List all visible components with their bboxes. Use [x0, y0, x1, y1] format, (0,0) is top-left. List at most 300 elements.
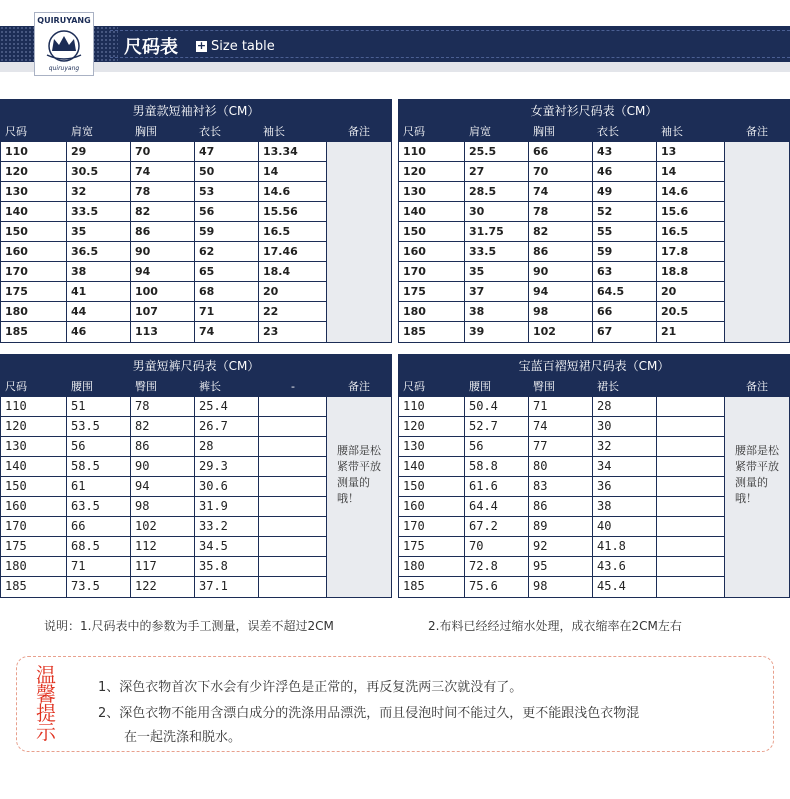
tip-item-1: 1、深色衣物首次下水会有少许浮色是正常的，再反复洗两三次就没有了。	[98, 680, 523, 695]
table-cell: 34.5	[195, 537, 259, 556]
table-cell: 130	[399, 182, 465, 201]
table-cell: 185	[1, 577, 67, 597]
table-row	[399, 497, 725, 517]
table-cell: 64.5	[593, 282, 657, 301]
table-cell: 51	[67, 397, 131, 416]
table-cell: 40	[593, 517, 657, 536]
table-cell	[657, 577, 725, 597]
table-cell: 78	[529, 202, 593, 221]
table-cell: 74	[529, 182, 593, 201]
page-header	[0, 0, 790, 80]
table-cell: 86	[131, 222, 195, 241]
table-row	[1, 322, 327, 342]
table-cell: 35	[465, 262, 529, 281]
table-cell: 25.4	[195, 397, 259, 416]
table-cell: 35	[67, 222, 131, 241]
table-body	[399, 142, 789, 342]
table-cell: 68.5	[67, 537, 131, 556]
table-title: 男童款短袖衬衫（CM）	[1, 100, 391, 122]
table-row	[1, 242, 327, 262]
table-cell	[657, 557, 725, 576]
table-cell: 30.6	[195, 477, 259, 496]
table-cell: 35.8	[195, 557, 259, 576]
header-cell	[657, 377, 725, 397]
table-cell: 130	[1, 437, 67, 456]
table-cell: 56	[465, 437, 529, 456]
table-cell: 53	[195, 182, 259, 201]
table-cell: 63	[593, 262, 657, 281]
header-cell: 肩宽	[469, 125, 491, 138]
tip-item-2-cont: 在一起洗涤和脱水。	[124, 730, 242, 745]
table-cell: 74	[529, 417, 593, 436]
table-header-row	[399, 122, 789, 142]
table-cell: 140	[399, 457, 465, 476]
table-row	[1, 477, 327, 497]
table-cell: 26.7	[195, 417, 259, 436]
table-cell: 185	[399, 322, 465, 342]
table-row	[399, 557, 725, 577]
table-cell: 37.1	[195, 577, 259, 597]
table-cell: 175	[1, 282, 67, 301]
table-cell: 94	[529, 282, 593, 301]
table-cell: 39	[465, 322, 529, 342]
table-cell: 73.5	[67, 577, 131, 597]
table-cell: 14	[657, 162, 725, 181]
table-body	[1, 397, 391, 597]
logo-text: QUIRUYANG	[37, 16, 91, 25]
table-row	[399, 477, 725, 497]
table-cell: 120	[399, 417, 465, 436]
table-cell: 14.6	[657, 182, 725, 201]
table-row	[1, 302, 327, 322]
table-cell	[259, 537, 327, 556]
header-cell: 备注	[746, 125, 768, 138]
table-cell: 66	[529, 142, 593, 161]
table-cell: 80	[529, 457, 593, 476]
header-cell: 衣长	[597, 125, 619, 138]
table-cell: 89	[529, 517, 593, 536]
table-cell: 110	[399, 142, 465, 161]
table-row	[399, 162, 725, 182]
table-cell: 52.7	[465, 417, 529, 436]
table-cell: 175	[399, 537, 465, 556]
table-cell: 53.5	[67, 417, 131, 436]
table-row	[399, 182, 725, 202]
table-cell: 16.5	[259, 222, 327, 241]
note-cell: 腰部是松紧带平放测量的哦！	[327, 397, 391, 597]
table-cell: 113	[131, 322, 195, 342]
table-header-row	[1, 122, 391, 142]
table-cell	[657, 457, 725, 476]
table-title: 男童短裤尺码表（CM）	[1, 355, 391, 377]
table-cell: 30	[465, 202, 529, 221]
table-cell: 22	[259, 302, 327, 321]
header-cell: 袖长	[263, 125, 285, 138]
table-row	[1, 417, 327, 437]
header-cell: 胸围	[135, 125, 157, 138]
table-cell: 71	[195, 302, 259, 321]
table-cell: 20.5	[657, 302, 725, 321]
header-cell: 备注	[746, 380, 768, 393]
table-cell: 34	[593, 457, 657, 476]
table-cell: 45.4	[593, 577, 657, 597]
header-gray-strip	[0, 62, 790, 72]
table-cell: 23	[259, 322, 327, 342]
table-cell: 78	[131, 182, 195, 201]
table-cell: 175	[399, 282, 465, 301]
table-row	[399, 202, 725, 222]
header-cell: 备注	[348, 125, 370, 138]
table-cell: 160	[1, 497, 67, 516]
table-cell: 62	[195, 242, 259, 261]
table-cell: 46	[67, 322, 131, 342]
tips-label: 温馨提示	[36, 663, 56, 744]
table-cell: 74	[131, 162, 195, 181]
header-cell: 腰围	[469, 380, 491, 393]
table-cell: 90	[529, 262, 593, 281]
crown-icon	[35, 25, 93, 65]
table-cell: 90	[131, 242, 195, 261]
table-cell: 82	[131, 202, 195, 221]
table-cell: 18.4	[259, 262, 327, 281]
table-cell	[657, 497, 725, 516]
table-cell	[259, 497, 327, 516]
table-cell: 112	[131, 537, 195, 556]
table-cell: 13	[657, 142, 725, 161]
table-cell: 86	[529, 242, 593, 261]
table-row	[399, 537, 725, 557]
table-cell: 41	[67, 282, 131, 301]
table-cell: 90	[131, 457, 195, 476]
table-cell: 56	[195, 202, 259, 221]
table-cell: 20	[259, 282, 327, 301]
header-stripe-bottom	[110, 57, 790, 58]
table-cell: 78	[131, 397, 195, 416]
plus-icon: +	[196, 39, 207, 52]
table-cell: 32	[593, 437, 657, 456]
table-cell: 25.5	[465, 142, 529, 161]
table-cell: 13.34	[259, 142, 327, 161]
table-row	[1, 222, 327, 242]
table-cell: 33.5	[465, 242, 529, 261]
table-cell: 65	[195, 262, 259, 281]
header-cell: 衣长	[199, 125, 221, 138]
table-cell: 170	[399, 517, 465, 536]
table-cell: 67.2	[465, 517, 529, 536]
table-cell: 150	[1, 222, 67, 241]
table-cell: 86	[529, 497, 593, 516]
table-cell: 160	[1, 242, 67, 261]
table-cell: 15.6	[657, 202, 725, 221]
note-cell: 腰部是松紧带平放测量的哦！	[725, 397, 789, 597]
table-cell: 77	[529, 437, 593, 456]
table-header-row	[1, 377, 391, 397]
table-cell: 30.5	[67, 162, 131, 181]
table-cell	[259, 477, 327, 496]
table-cell: 71	[529, 397, 593, 416]
table-cell: 71	[67, 557, 131, 576]
table-cell: 170	[399, 262, 465, 281]
table-row	[399, 322, 725, 342]
table-cell: 95	[529, 557, 593, 576]
table-title: 女童衬衫尺码表（CM）	[399, 100, 789, 122]
table-cell: 31.75	[465, 222, 529, 241]
table-row	[399, 302, 725, 322]
table-cell: 66	[67, 517, 131, 536]
table-cell	[259, 397, 327, 416]
table-cell: 68	[195, 282, 259, 301]
table-cell: 82	[131, 417, 195, 436]
page-title: 尺码表	[124, 37, 178, 58]
table-row	[1, 537, 327, 557]
table-cell: 28	[593, 397, 657, 416]
table-cell: 94	[131, 262, 195, 281]
table-cell: 72.8	[465, 557, 529, 576]
table-cell	[657, 517, 725, 536]
table-cell	[259, 517, 327, 536]
table-row	[1, 497, 327, 517]
table-cell: 27	[465, 162, 529, 181]
table-cell: 50.4	[465, 397, 529, 416]
table-row	[399, 517, 725, 537]
table-cell: 180	[1, 302, 67, 321]
table-cell	[259, 577, 327, 597]
table-cell: 102	[131, 517, 195, 536]
header-cell: 尺码	[5, 380, 27, 393]
table-cell: 43.6	[593, 557, 657, 576]
table-cell: 74	[195, 322, 259, 342]
table-cell: 185	[399, 577, 465, 597]
table-cell: 55	[593, 222, 657, 241]
table-cell: 58.5	[67, 457, 131, 476]
table-cell: 70	[131, 142, 195, 161]
table-cell: 70	[465, 537, 529, 556]
table-cell: 29.3	[195, 457, 259, 476]
table-row	[399, 262, 725, 282]
table-cell: 122	[131, 577, 195, 597]
table-row	[399, 457, 725, 477]
table-cell: 33.5	[67, 202, 131, 221]
table-cell: 31.9	[195, 497, 259, 516]
table-cell: 15.56	[259, 202, 327, 221]
table-cell: 29	[67, 142, 131, 161]
table-row	[1, 262, 327, 282]
table-cell: 17.46	[259, 242, 327, 261]
header-cell: 肩宽	[71, 125, 93, 138]
table-cell	[259, 557, 327, 576]
table-cell: 120	[399, 162, 465, 181]
header-cell: 尺码	[5, 125, 27, 138]
header-cell: 裙长	[597, 380, 619, 393]
table-row	[1, 517, 327, 537]
table-row	[1, 557, 327, 577]
table-cell: 82	[529, 222, 593, 241]
table-row	[399, 397, 725, 417]
table-cell: 56	[67, 437, 131, 456]
table-cell: 38	[593, 497, 657, 516]
table-cell: 117	[131, 557, 195, 576]
header-cell: 腰围	[71, 380, 93, 393]
table-cell	[657, 417, 725, 436]
table-cell: 86	[131, 437, 195, 456]
table-row	[399, 437, 725, 457]
header-cell: -	[291, 380, 295, 393]
table-cell: 150	[399, 222, 465, 241]
table-row	[1, 202, 327, 222]
table-row	[399, 577, 725, 597]
table-rows	[1, 397, 327, 597]
table-row	[1, 457, 327, 477]
brand-logo	[34, 12, 94, 76]
header-stripe-top	[110, 30, 790, 31]
table-cell: 21	[657, 322, 725, 342]
table-cell: 92	[529, 537, 593, 556]
table-cell: 110	[1, 397, 67, 416]
header-cell: 裤长	[199, 380, 221, 393]
header-cell: 胸围	[533, 125, 555, 138]
table-row	[1, 397, 327, 417]
table-row	[399, 417, 725, 437]
table-cell: 61.6	[465, 477, 529, 496]
note-cell	[725, 142, 789, 342]
table-cell: 17.8	[657, 242, 725, 261]
table-cell: 47	[195, 142, 259, 161]
pleated-skirt-size-table	[398, 354, 790, 598]
table-cell: 28	[195, 437, 259, 456]
table-header-row	[399, 377, 789, 397]
table-cell	[259, 437, 327, 456]
table-cell	[259, 457, 327, 476]
table-cell: 100	[131, 282, 195, 301]
header-cell: 尺码	[403, 125, 425, 138]
table-cell: 28.5	[465, 182, 529, 201]
table-cell: 170	[1, 262, 67, 281]
table-cell: 43	[593, 142, 657, 161]
table-rows	[399, 142, 725, 342]
table-cell: 150	[1, 477, 67, 496]
table-cell: 130	[399, 437, 465, 456]
table-cell: 38	[67, 262, 131, 281]
table-cell	[657, 537, 725, 556]
note-cell	[327, 142, 391, 342]
table-cell	[657, 477, 725, 496]
table-row	[1, 142, 327, 162]
table-row	[1, 577, 327, 597]
table-cell: 110	[1, 142, 67, 161]
table-cell: 36	[593, 477, 657, 496]
table-cell: 160	[399, 497, 465, 516]
table-cell: 58.8	[465, 457, 529, 476]
table-cell: 14	[259, 162, 327, 181]
table-cell: 67	[593, 322, 657, 342]
table-cell: 38	[465, 302, 529, 321]
table-cell: 52	[593, 202, 657, 221]
table-row	[1, 282, 327, 302]
header-cell: 臀围	[135, 380, 157, 393]
table-cell: 70	[529, 162, 593, 181]
table-row	[399, 142, 725, 162]
table-row	[399, 282, 725, 302]
table-rows	[1, 142, 327, 342]
table-cell	[259, 417, 327, 436]
boys-shorts-size-table	[0, 354, 392, 598]
table-cell: 120	[1, 417, 67, 436]
table-cell: 64.4	[465, 497, 529, 516]
table-cell: 175	[1, 537, 67, 556]
table-cell: 59	[195, 222, 259, 241]
table-cell: 180	[1, 557, 67, 576]
table-cell: 20	[657, 282, 725, 301]
table-cell: 50	[195, 162, 259, 181]
table-cell: 98	[529, 302, 593, 321]
table-cell: 180	[399, 302, 465, 321]
table-cell: 63.5	[67, 497, 131, 516]
table-cell: 66	[593, 302, 657, 321]
table-cell: 180	[399, 557, 465, 576]
logo-subtext: quiruyang	[48, 65, 80, 72]
page-subtitle: Size table	[211, 39, 275, 54]
table-cell: 94	[131, 477, 195, 496]
table-cell: 130	[1, 182, 67, 201]
table-cell: 49	[593, 182, 657, 201]
table-cell: 170	[1, 517, 67, 536]
table-cell: 36.5	[67, 242, 131, 261]
table-cell: 32	[67, 182, 131, 201]
table-row	[1, 437, 327, 457]
table-cell: 98	[131, 497, 195, 516]
table-cell: 120	[1, 162, 67, 181]
girls-shirt-size-table	[398, 99, 790, 343]
table-cell: 140	[1, 202, 67, 221]
boys-shirt-size-table	[0, 99, 392, 343]
table-body	[1, 142, 391, 342]
table-cell: 14.6	[259, 182, 327, 201]
table-cell: 59	[593, 242, 657, 261]
table-cell	[657, 397, 725, 416]
table-cell: 30	[593, 417, 657, 436]
table-cell	[657, 437, 725, 456]
table-cell: 185	[1, 322, 67, 342]
table-cell: 150	[399, 477, 465, 496]
explain-note-1: 说明：1.尺码表中的参数为手工测量，误差不超过2CM	[44, 619, 334, 633]
table-cell: 110	[399, 397, 465, 416]
table-title: 宝蓝百褶短裙尺码表（CM）	[399, 355, 789, 377]
table-cell: 33.2	[195, 517, 259, 536]
header-cell: 臀围	[533, 380, 555, 393]
table-row	[399, 242, 725, 262]
header-cell: 尺码	[403, 380, 425, 393]
table-cell: 18.8	[657, 262, 725, 281]
table-cell: 61	[67, 477, 131, 496]
header-cell: 备注	[348, 380, 370, 393]
table-body	[399, 397, 789, 597]
table-cell: 140	[1, 457, 67, 476]
table-row	[1, 182, 327, 202]
table-cell: 46	[593, 162, 657, 181]
table-row	[1, 162, 327, 182]
table-cell: 160	[399, 242, 465, 261]
header-cell: 袖长	[661, 125, 683, 138]
table-row	[399, 222, 725, 242]
table-cell: 16.5	[657, 222, 725, 241]
table-cell: 44	[67, 302, 131, 321]
table-cell: 98	[529, 577, 593, 597]
explain-note-2: 2.布料已经经过缩水处理，成衣缩率在2CM左右	[428, 619, 682, 633]
table-cell: 83	[529, 477, 593, 496]
table-cell: 37	[465, 282, 529, 301]
table-cell: 102	[529, 322, 593, 342]
tip-item-2: 2、深色衣物不能用含漂白成分的洗涤用品漂洗，而且侵泡时间不能过久，更不能跟浅色衣物混	[98, 706, 640, 721]
